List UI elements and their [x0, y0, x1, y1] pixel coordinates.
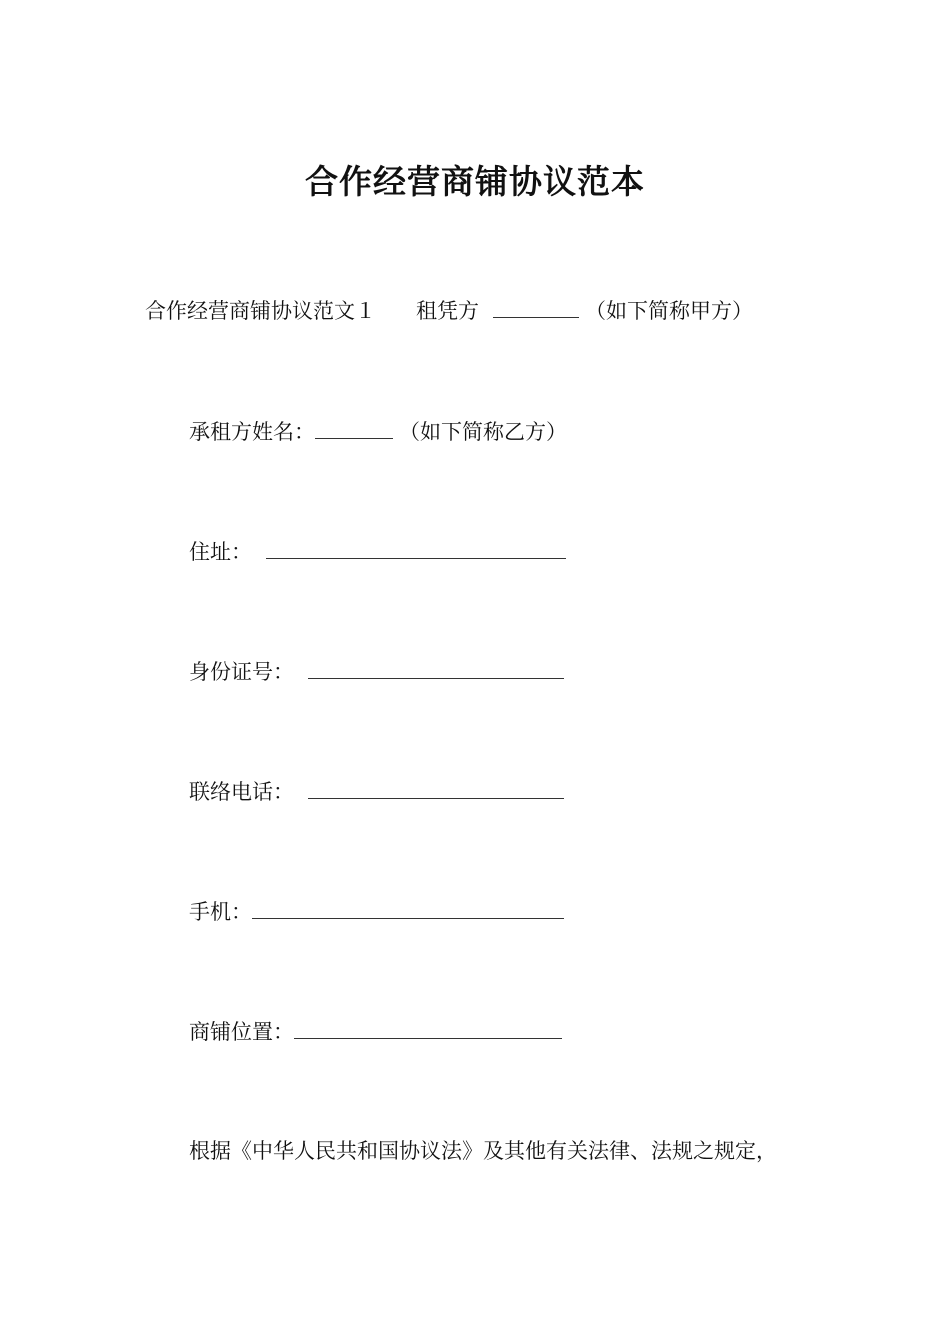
shop-location-label: 商铺位置： — [189, 1020, 294, 1044]
id-line — [189, 657, 564, 687]
tenant-blank — [315, 418, 393, 439]
lessor-blank — [493, 297, 579, 318]
address-label: 住址： — [189, 540, 252, 564]
tenant-suffix: （如下简称乙方） — [399, 420, 567, 444]
mobile-blank — [252, 898, 564, 919]
body-paragraph: 根据《中华人民共和国协议法》及其他有关法律、法规之规定， — [189, 1139, 777, 1163]
lessor-suffix: （如下简称甲方） — [585, 299, 753, 323]
id-label: 身份证号： — [189, 660, 294, 684]
intro-line — [145, 296, 753, 326]
tenant-label: 承租方姓名： — [189, 420, 315, 444]
lessor-label: 租凭方 — [416, 299, 479, 323]
address-line — [189, 537, 566, 567]
phone-blank — [308, 778, 564, 799]
mobile-line — [189, 897, 564, 927]
phone-label: 联络电话： — [189, 780, 294, 804]
mobile-label: 手机： — [189, 900, 252, 924]
shop-location-line — [189, 1017, 562, 1047]
intro-heading: 合作经营商铺协议范文１ — [145, 299, 376, 323]
address-blank — [266, 538, 566, 559]
phone-line — [189, 777, 564, 807]
shop-location-blank — [294, 1018, 562, 1039]
id-blank — [308, 658, 564, 679]
tenant-line — [189, 417, 567, 447]
document-title: 合作经营商铺协议范本 — [305, 162, 645, 201]
